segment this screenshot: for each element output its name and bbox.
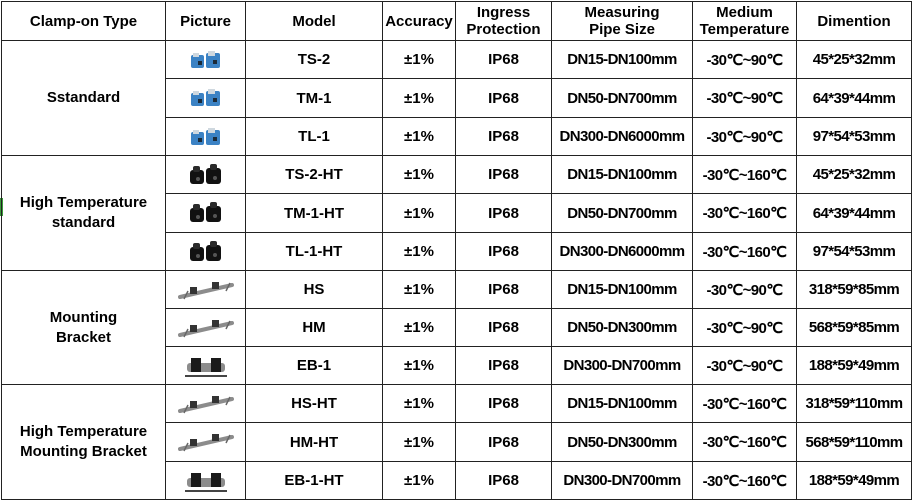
model-cell: HS-HT <box>246 385 383 423</box>
accuracy-cell: ±1% <box>383 271 456 309</box>
picture-cell <box>166 271 246 309</box>
temperature-cell: -30℃~160℃ <box>693 156 797 194</box>
temperature-cell: -30℃~90℃ <box>693 41 797 79</box>
picture-cell <box>166 309 246 347</box>
model-cell: HM <box>246 309 383 347</box>
picture-cell <box>166 462 246 500</box>
pipe-size-cell: DN300-DN700mm <box>552 462 693 500</box>
dimention-cell: 64*39*44mm <box>797 194 912 233</box>
pipe-size-cell: DN50-DN700mm <box>552 194 693 233</box>
group-label-cell <box>2 271 166 385</box>
bracket-short-icon <box>166 354 245 378</box>
accuracy-cell: ±1% <box>383 233 456 271</box>
header-temp-line2: Temperature <box>699 21 790 38</box>
group-label-cell <box>2 385 166 500</box>
accuracy-cell: ±1% <box>383 156 456 194</box>
accuracy-cell: ±1% <box>383 462 456 500</box>
bracket-short-icon <box>166 469 245 493</box>
group-label-line1: Sstandard <box>46 89 121 106</box>
bracket-icon <box>166 431 245 453</box>
blue-transducer-icon <box>166 48 245 72</box>
pipe-size-cell: DN15-DN100mm <box>552 385 693 423</box>
dimention-cell: 97*54*53mm <box>797 233 912 271</box>
header-clamp-type: Clamp-on Type <box>2 2 166 41</box>
temperature-cell: -30℃~90℃ <box>693 271 797 309</box>
table-row <box>2 271 912 309</box>
table-row <box>2 156 912 194</box>
group-label-line1: Mounting <box>49 308 118 326</box>
black-transducer-icon <box>166 239 245 265</box>
ingress-cell: IP68 <box>456 194 552 233</box>
model-cell: TS-2-HT <box>246 156 383 194</box>
ingress-cell: IP68 <box>456 347 552 385</box>
group-label-cell <box>2 156 166 271</box>
model-cell: EB-1-HT <box>246 462 383 500</box>
blue-transducer-icon <box>166 86 245 110</box>
picture-cell <box>166 41 246 79</box>
ingress-cell: IP68 <box>456 41 552 79</box>
pipe-size-cell: DN300-DN700mm <box>552 347 693 385</box>
model-cell: TL-1 <box>246 118 383 156</box>
black-transducer-icon <box>166 200 245 226</box>
ingress-cell: IP68 <box>456 233 552 271</box>
dimention-cell: 568*59*85mm <box>797 309 912 347</box>
accuracy-cell: ±1% <box>383 118 456 156</box>
ingress-cell: IP68 <box>456 385 552 423</box>
temperature-cell: -30℃~160℃ <box>693 385 797 423</box>
ingress-cell: IP68 <box>456 462 552 500</box>
ingress-cell: IP68 <box>456 79 552 118</box>
dimention-cell: 97*54*53mm <box>797 118 912 156</box>
picture-cell <box>166 423 246 462</box>
accuracy-cell: ±1% <box>383 41 456 79</box>
bracket-icon <box>166 393 245 415</box>
header-pipe-size <box>552 2 693 41</box>
pipe-size-cell: DN50-DN700mm <box>552 79 693 118</box>
header-model: Model <box>246 2 383 41</box>
ingress-cell: IP68 <box>456 271 552 309</box>
header-dimention: Dimention <box>797 2 912 41</box>
header-pipe-line2: Pipe Size <box>589 21 655 38</box>
group-label-cell <box>2 41 166 156</box>
pipe-size-cell: DN50-DN300mm <box>552 423 693 462</box>
table-row <box>2 385 912 423</box>
accuracy-cell: ±1% <box>383 347 456 385</box>
group-label-line1: High Temperature <box>19 423 148 440</box>
pipe-size-cell: DN50-DN300mm <box>552 309 693 347</box>
model-cell: TM-1-HT <box>246 194 383 233</box>
dimention-cell: 318*59*85mm <box>797 271 912 309</box>
temperature-cell: -30℃~160℃ <box>693 462 797 500</box>
accuracy-cell: ±1% <box>383 194 456 233</box>
picture-cell <box>166 156 246 194</box>
ingress-cell: IP68 <box>456 156 552 194</box>
picture-cell <box>166 233 246 271</box>
dimention-cell: 45*25*32mm <box>797 41 912 79</box>
model-cell: EB-1 <box>246 347 383 385</box>
picture-cell <box>166 194 246 233</box>
header-ingress-line1: Ingress <box>476 4 531 21</box>
header-row <box>2 2 912 41</box>
pipe-size-cell: DN300-DN6000mm <box>552 233 693 271</box>
accuracy-cell: ±1% <box>383 79 456 118</box>
pipe-size-cell: DN15-DN100mm <box>552 156 693 194</box>
accuracy-cell: ±1% <box>383 423 456 462</box>
bracket-icon <box>166 317 245 339</box>
table-row <box>2 41 912 79</box>
header-accuracy: Accuracy <box>383 2 456 41</box>
temperature-cell: -30℃~90℃ <box>693 118 797 156</box>
temperature-cell: -30℃~160℃ <box>693 194 797 233</box>
model-cell: TS-2 <box>246 41 383 79</box>
header-ingress <box>456 2 552 41</box>
temperature-cell: -30℃~90℃ <box>693 347 797 385</box>
group-label-line2: standard <box>51 214 116 231</box>
dimention-cell: 318*59*110mm <box>797 385 912 423</box>
header-ingress-line2: Protection <box>466 21 541 38</box>
temperature-cell: -30℃~160℃ <box>693 233 797 271</box>
temperature-cell: -30℃~90℃ <box>693 79 797 118</box>
temperature-cell: -30℃~90℃ <box>693 309 797 347</box>
model-cell: HM-HT <box>246 423 383 462</box>
dimention-cell: 188*59*49mm <box>797 347 912 385</box>
group-label-line2: Mounting Bracket <box>20 443 147 460</box>
dimention-cell: 64*39*44mm <box>797 79 912 118</box>
temperature-cell: -30℃~160℃ <box>693 423 797 462</box>
blue-transducer-icon <box>166 125 245 149</box>
dimention-cell: 188*59*49mm <box>797 462 912 500</box>
model-cell: TL-1-HT <box>246 233 383 271</box>
ingress-cell: IP68 <box>456 118 552 156</box>
header-temp-line1: Medium <box>716 4 773 21</box>
group-label-line1: High Temperature <box>19 194 148 211</box>
dimention-cell: 568*59*110mm <box>797 423 912 462</box>
header-picture: Picture <box>166 2 246 41</box>
pipe-size-cell: DN300-DN6000mm <box>552 118 693 156</box>
bracket-icon <box>166 279 245 301</box>
ingress-cell: IP68 <box>456 423 552 462</box>
header-temperature <box>693 2 797 41</box>
spec-table <box>1 1 912 500</box>
picture-cell <box>166 79 246 118</box>
header-pipe-line1: Measuring <box>584 4 660 21</box>
group-label-line2: Bracket <box>55 328 112 346</box>
dimention-cell: 45*25*32mm <box>797 156 912 194</box>
picture-cell <box>166 385 246 423</box>
black-transducer-icon <box>166 162 245 188</box>
model-cell: HS <box>246 271 383 309</box>
pipe-size-cell: DN15-DN100mm <box>552 271 693 309</box>
picture-cell <box>166 118 246 156</box>
pipe-size-cell: DN15-DN100mm <box>552 41 693 79</box>
model-cell: TM-1 <box>246 79 383 118</box>
accuracy-cell: ±1% <box>383 309 456 347</box>
table-body <box>2 41 912 500</box>
ingress-cell: IP68 <box>456 309 552 347</box>
picture-cell <box>166 347 246 385</box>
accuracy-cell: ±1% <box>383 385 456 423</box>
